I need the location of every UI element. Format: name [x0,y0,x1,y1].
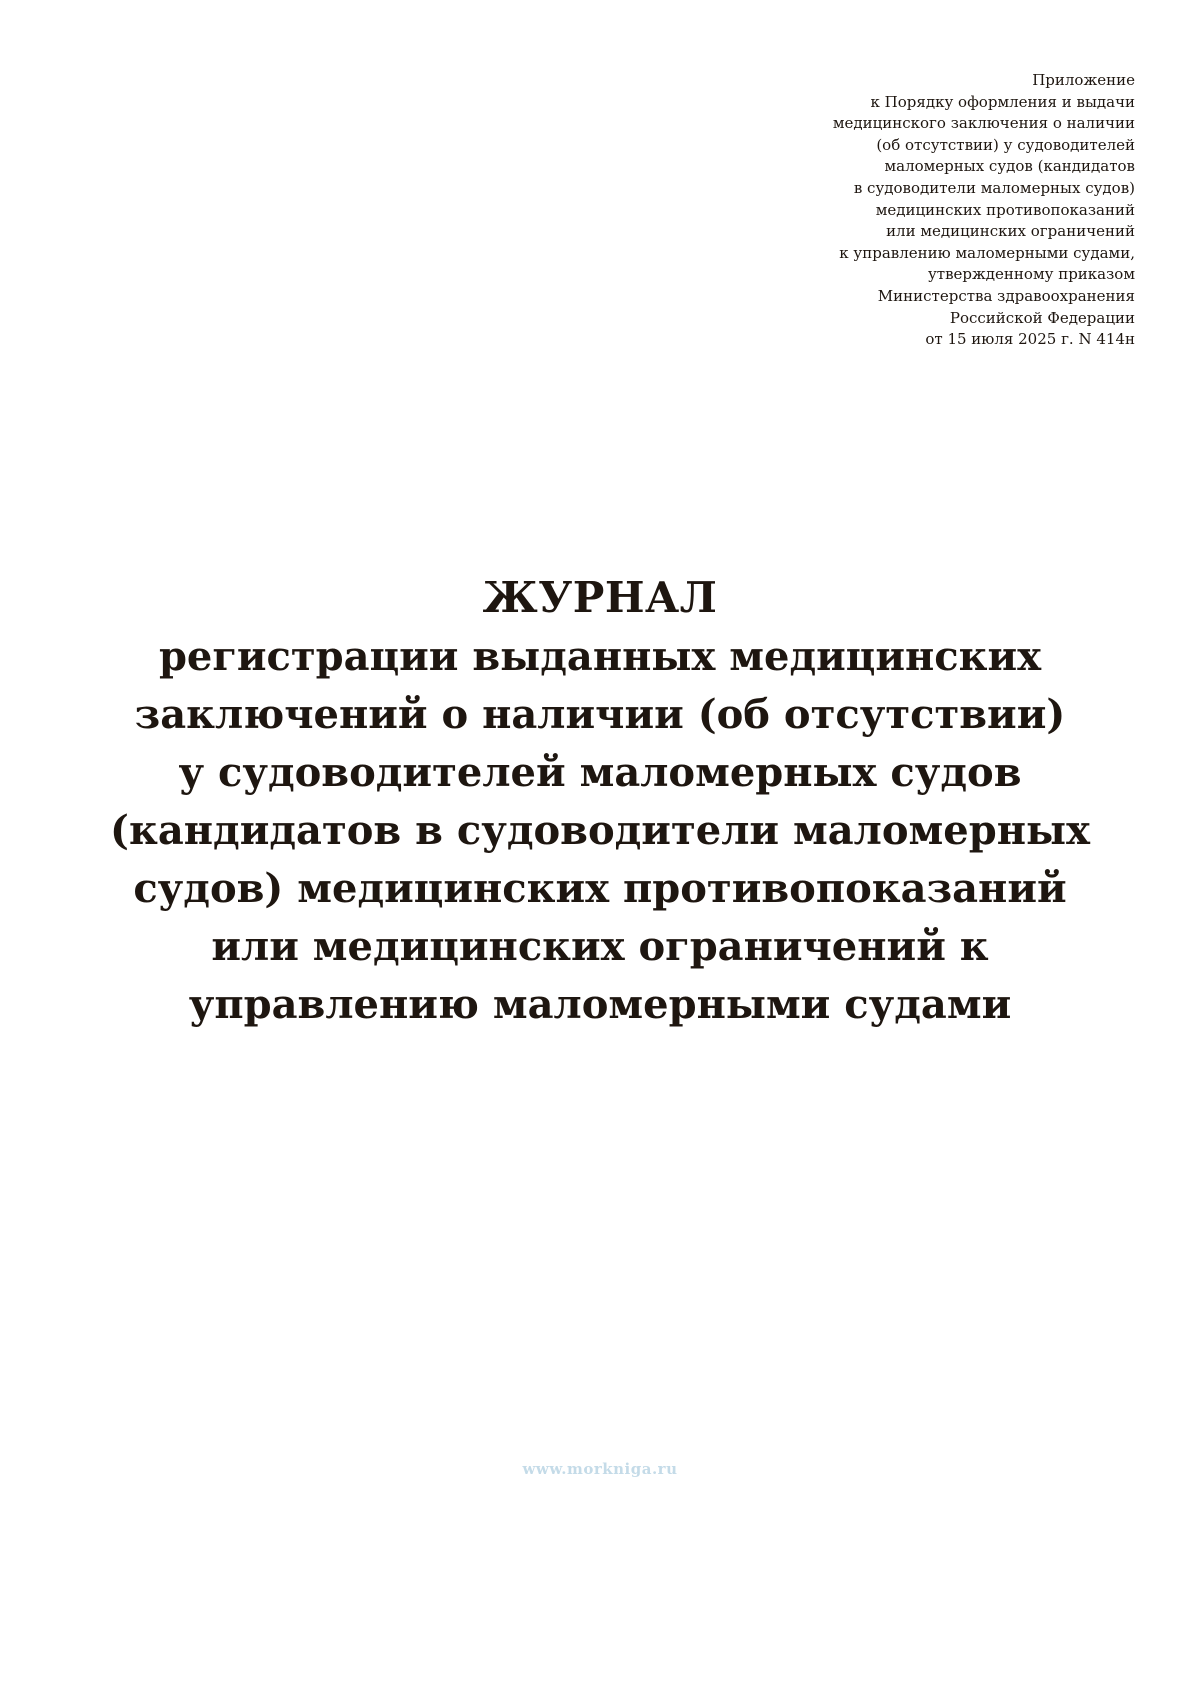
title-line: судов) медицинских противопоказаний [133,865,1067,912]
appendix-line: Министерства здравоохранения [877,286,1135,305]
appendix-line: Приложение [1032,71,1135,89]
appendix-line: медицинского заключения о наличии [832,114,1135,133]
title-line: заключений о наличии (об отсутствии) [134,691,1066,738]
appendix-line: (об отсутствии) у судоводителей [876,135,1135,154]
appendix-line: утвержденному приказом [927,265,1135,284]
watermark-text: www.morkniga.ru [522,1460,678,1478]
appendix-line: к Порядку оформления и выдачи [870,92,1135,111]
title-line: у судоводителей маломерных судов [178,749,1022,796]
appendix-line: или медицинских ограничений [886,222,1135,241]
journal-title [60,568,1140,1034]
appendix-line: в судоводители маломерных судов) [853,178,1135,197]
appendix-note [615,70,1135,351]
appendix-line: медицинских противопоказаний [875,200,1135,219]
title-line: управлению маломерными судами [188,981,1012,1028]
appendix-line: Российской Федерации [949,308,1135,327]
appendix-line: маломерных судов (кандидатов [884,157,1135,176]
title-line: (кандидатов в судоводители маломерных [110,807,1090,854]
appendix-line: к управлению маломерными судами, [839,243,1135,262]
title-line: или медицинских ограничений к [211,923,989,970]
title-heading: ЖУРНАЛ [482,573,718,622]
appendix-line: от 15 июля 2025 г. N 414н [925,330,1135,349]
title-line: регистрации выданных медицинских [158,633,1042,680]
